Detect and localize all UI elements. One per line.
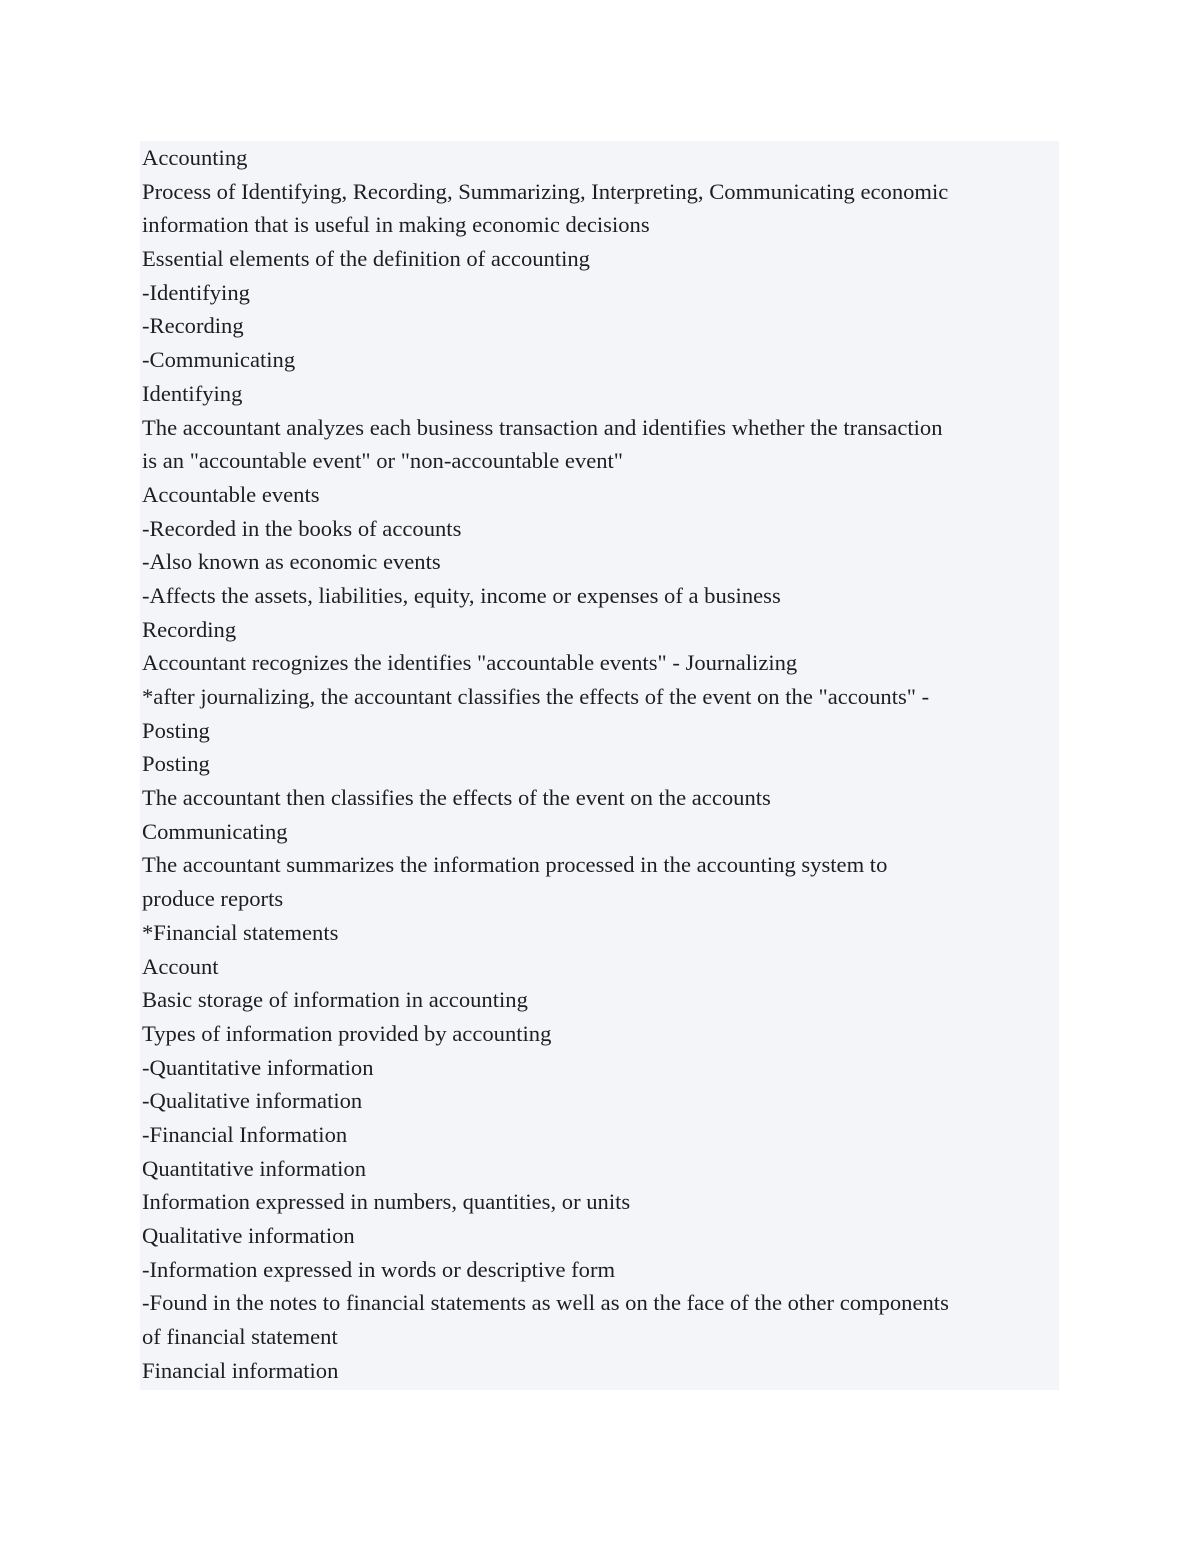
text-line: Basic storage of information in accounting [142,987,528,1013]
text-line: The accountant analyzes each business transaction and identifies whether the transaction [142,414,943,440]
text-line: -Found in the notes to financial statements as well as on the face of the other components [142,1290,949,1316]
text-line: Posting [142,717,210,743]
text-line: Posting [142,751,210,777]
text-line: Accounting [142,145,248,170]
text-line: Quantitative information [142,1155,366,1181]
text-line: Account [142,953,219,979]
text-line: Process of Identifying, Recording, Summarizing, Interpreting, Communicating economic [142,178,949,204]
text-line: information that is useful in making economic decisions [142,212,650,238]
text-line: The accountant summarizes the information processed in the accounting system to [142,852,888,878]
text-line: is an "accountable event" or "non-accountable event" [142,448,624,474]
text-line: -Information expressed in words or descriptive form [142,1256,616,1282]
text-line: Communicating [142,818,288,844]
text-line: Recording [142,616,237,642]
text-line: Qualitative information [142,1223,355,1248]
text-line: -Financial Information [142,1121,348,1147]
text-line: *after journalizing, the accountant classifies the effects of the event on the "accounts" - [142,684,930,709]
text-line: Financial information [142,1357,339,1383]
text-line: Information expressed in numbers, quantities, or units [142,1189,631,1215]
text-line: Essential elements of the definition of accounting [142,246,590,272]
text-line: *Financial statements [142,919,339,945]
text-line: -Also known as economic events [142,549,441,575]
text-line: -Quantitative information [142,1054,374,1080]
text-line: -Identifying [142,279,250,305]
text-line: Identifying [142,380,243,406]
text-line: -Affects the assets, liabilities, equity, income or expenses of a business [142,582,781,608]
text-line: The accountant then classifies the effects of the event on the accounts [142,785,771,811]
text-line: -Recorded in the books of accounts [142,515,462,541]
text-line: -Recording [142,313,244,339]
text-line: produce reports [142,886,284,912]
document-text-block [140,141,1059,1390]
text-line: -Communicating [142,347,296,373]
text-line: -Qualitative information [142,1088,363,1114]
text-line: Accountant recognizes the identifies "accountable events" - Journalizing [142,650,798,676]
text-line: Accountable events [142,481,320,507]
text-line: of financial statement [142,1324,338,1350]
text-line: Types of information provided by accounting [142,1020,552,1046]
